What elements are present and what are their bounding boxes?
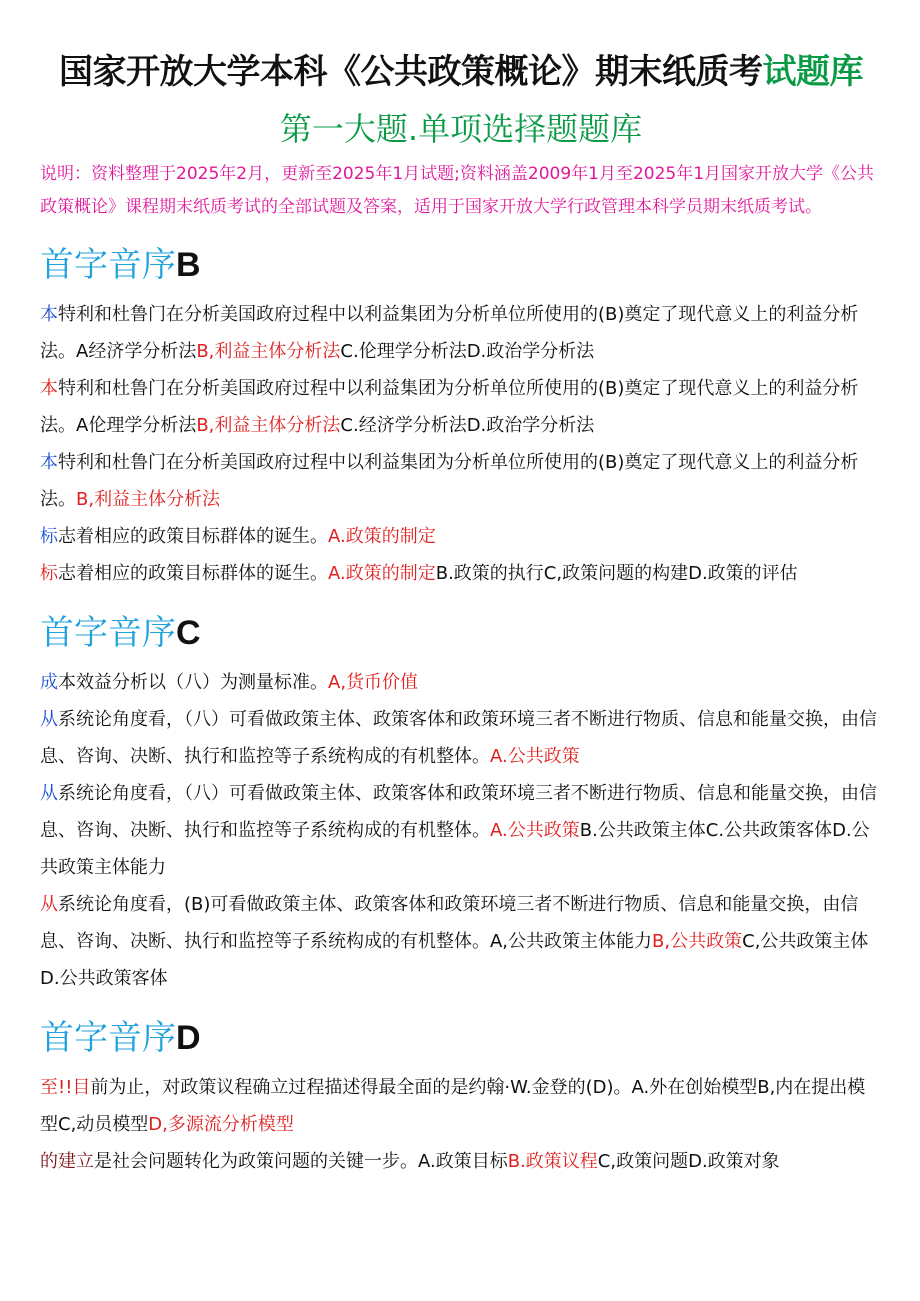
- question-text: 是社会问题转化为政策问题的关键一步。A.政策目标: [94, 1151, 508, 1172]
- page-title: [40, 48, 882, 96]
- question-item: [40, 555, 882, 592]
- question-options: B.公共政策主体C.公共政策客体D.公共政策主体能力: [40, 820, 870, 878]
- title-highlight: 试题库: [762, 52, 863, 92]
- section-b: [40, 242, 882, 592]
- question-first-char: 至!!目: [40, 1077, 91, 1098]
- question-answer: A.公共政策: [490, 820, 580, 841]
- section-heading-text: 首字音序: [40, 1018, 176, 1058]
- section-letter: B: [176, 246, 201, 284]
- question-item: [40, 370, 882, 444]
- question-text: 志着相应的政策目标群体的诞生。: [58, 563, 328, 584]
- question-answer: A.政策的制定: [328, 526, 436, 547]
- section-heading-text: 首字音序: [40, 613, 176, 653]
- question-answer: B,利益主体分析法: [196, 341, 341, 362]
- section-letter: C: [176, 614, 201, 652]
- question-first-char: 本: [40, 378, 58, 399]
- question-answer: B,利益主体分析法: [76, 489, 221, 510]
- question-options: C.伦理学分析法D.政治学分析法: [340, 341, 595, 362]
- description-note: 说明：资料整理于2025年2月，更新至2025年1月试题;资料涵盖2009年1月至2025年1月国家开放大学《公共政策概论》课程期末纸质考试的全部试题及答案，适用于国家开放大学行政管理本科学员期末纸质考试。: [40, 164, 875, 217]
- question-answer: B,利益主体分析法: [196, 415, 341, 436]
- question-item: [40, 1143, 882, 1180]
- question-first-char: 从: [40, 894, 58, 915]
- question-item: [40, 886, 882, 997]
- question-first-char: 标: [40, 526, 58, 547]
- question-options: C,公共政策主体D.公共政策客体: [40, 931, 869, 989]
- question-text: 特利和杜鲁门在分析美国政府过程中以利益集团为分析单位所使用的(B)奠定了现代意义上的利益分析法。A经济学分析法: [40, 304, 859, 362]
- question-first-char: 成: [40, 672, 58, 693]
- question-item: [40, 518, 882, 555]
- question-options: C.经济学分析法D.政治学分析法: [340, 415, 595, 436]
- question-text: 特利和杜鲁门在分析美国政府过程中以利益集团为分析单位所使用的(B)奠定了现代意义上的利益分析法。A伦理学分析法: [40, 378, 859, 436]
- section-heading-text: 首字音序: [40, 245, 176, 285]
- question-first-char: 从: [40, 783, 58, 804]
- question-item: [40, 296, 882, 370]
- question-first-char: 本: [40, 452, 58, 473]
- section-letter: D: [176, 1019, 201, 1057]
- question-answer: A.政策的制定: [328, 563, 436, 584]
- question-item: [40, 701, 882, 775]
- question-item: [40, 444, 882, 518]
- section-heading: [40, 610, 882, 656]
- question-text: 系统论角度看，（八）可看做政策主体、政策客体和政策环境三者不断进行物质、信息和能量交换，由信息、咨询、决断、执行和监控等子系统构成的有机整体。: [40, 783, 877, 841]
- question-item: [40, 1069, 882, 1143]
- question-first-char: 的建立: [40, 1151, 94, 1172]
- section-heading: [40, 242, 882, 288]
- question-answer: B,公共政策: [652, 931, 743, 952]
- question-text: 系统论角度看，(B)可看做政策主体、政策客体和政策环境三者不断进行物质、信息和能量交换，由信息、咨询、决断、执行和监控等子系统构成的有机整体。A,公共政策主体能力: [40, 894, 859, 952]
- section-d: [40, 1015, 882, 1180]
- page-subtitle: 第一大题.单项选择题题库: [279, 110, 643, 148]
- question-first-char: 从: [40, 709, 58, 730]
- question-options: B.政策的执行C,政策问题的构建D.政策的评估: [435, 563, 798, 584]
- question-item: [40, 775, 882, 886]
- question-text: 系统论角度看，（八）可看做政策主体、政策客体和政策环境三者不断进行物质、信息和能量交换，由信息、咨询、决断、执行和监控等子系统构成的有机整体。: [40, 709, 877, 767]
- title-main: 国家开放大学本科《公共政策概论》期末纸质考: [59, 52, 763, 92]
- question-text: 特利和杜鲁门在分析美国政府过程中以利益集团为分析单位所使用的(B)奠定了现代意义上的利益分析法。: [40, 452, 859, 510]
- question-answer: D,多源流分析模型: [148, 1114, 294, 1135]
- question-answer: B.政策议程: [507, 1151, 598, 1172]
- section-c: [40, 610, 882, 997]
- question-text: 前为止，对政策议程确立过程描述得最全面的是约翰·W.金登的(D)。A.外在创始模型B,内在提出模型C,动员模型: [40, 1077, 866, 1135]
- question-first-char: 标: [40, 563, 58, 584]
- question-text: 本效益分析以（八）为测量标准。: [58, 672, 328, 693]
- question-text: 志着相应的政策目标群体的诞生。: [58, 526, 328, 547]
- question-options: C,政策问题D.政策对象: [597, 1151, 780, 1172]
- question-first-char: 本: [40, 304, 58, 325]
- question-answer: A,货币价值: [328, 672, 419, 693]
- question-answer: A.公共政策: [490, 746, 580, 767]
- section-heading: [40, 1015, 882, 1061]
- question-item: [40, 664, 882, 701]
